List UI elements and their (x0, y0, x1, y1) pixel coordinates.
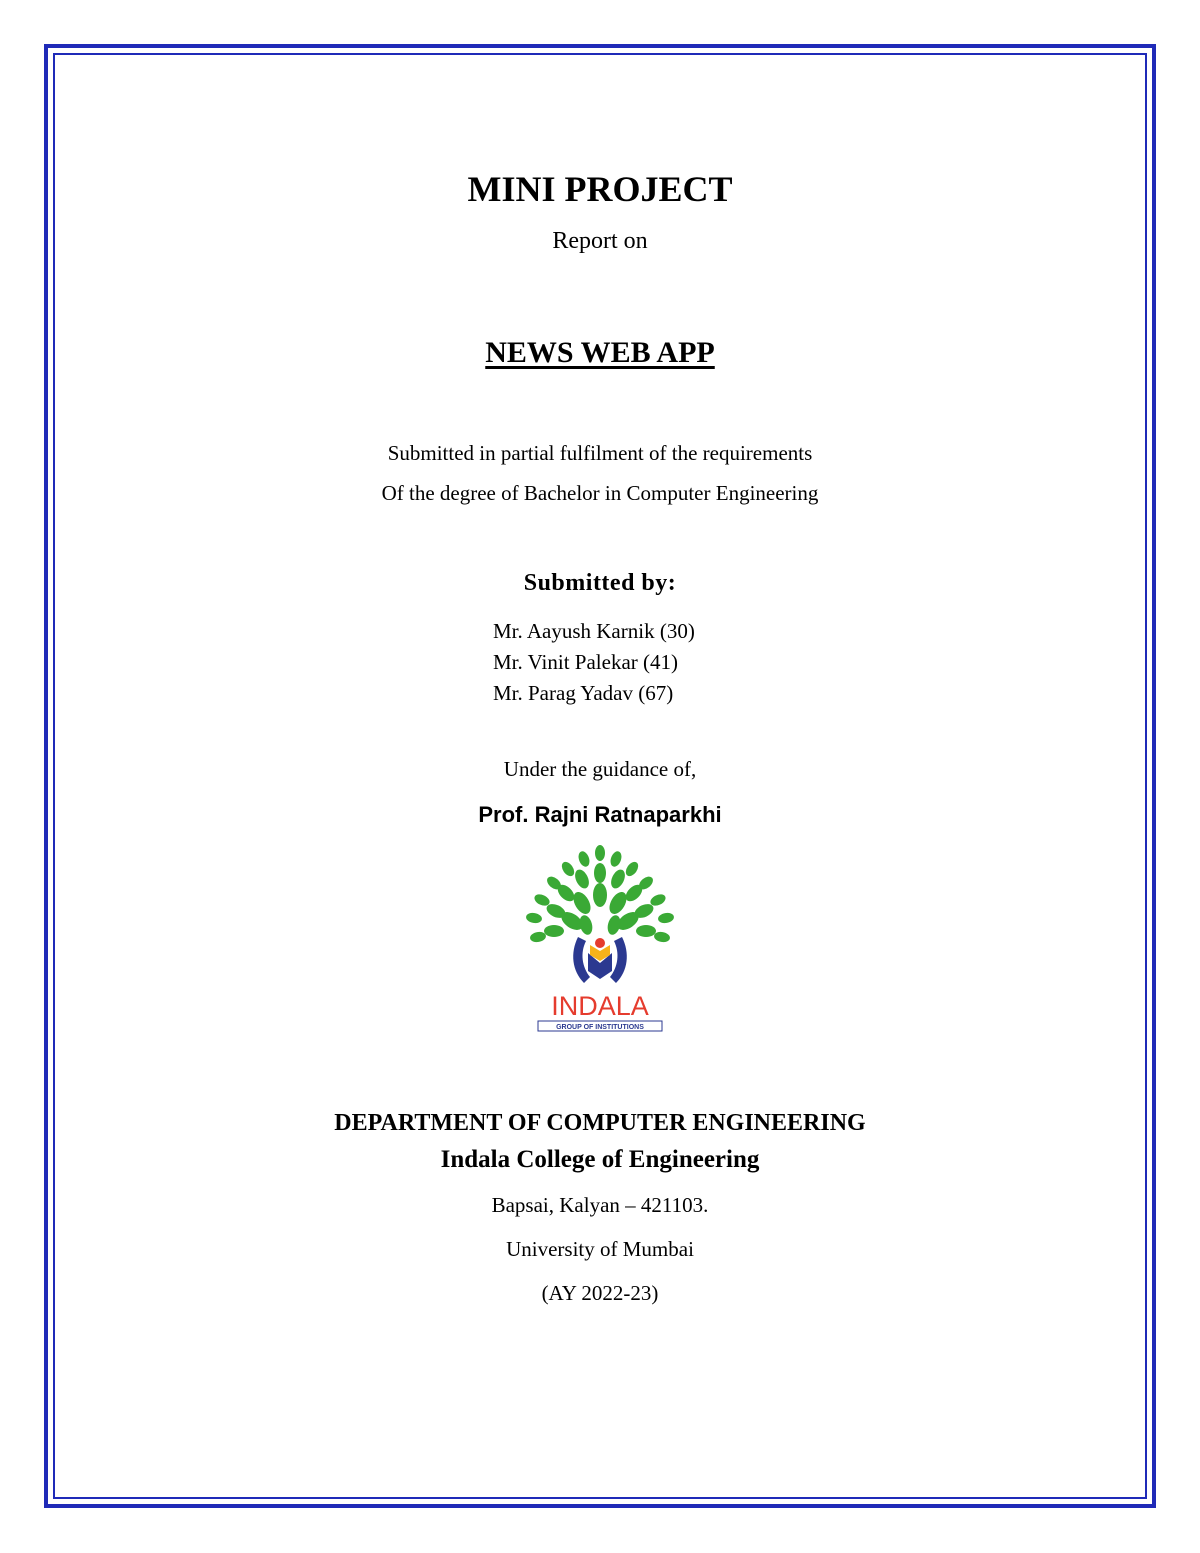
department-name: DEPARTMENT OF COMPUTER ENGINEERING (334, 1110, 866, 1136)
guide-name: Prof. Rajni Ratnaparkhi (478, 802, 722, 827)
project-name: NEWS WEB APP (485, 336, 715, 369)
guidance-label: Under the guidance of, (503, 757, 697, 781)
logo-tagline: GROUP OF INSTITUTIONS (556, 1024, 644, 1031)
member-name: Mr. Parag Yadav (67) (493, 681, 674, 705)
report-title: MINI PROJECT (467, 169, 733, 209)
logo-name: INDALA (551, 991, 649, 1021)
requirement-line-1: Submitted in partial fulfilment of the requirements (387, 441, 813, 465)
college-name: Indala College of Engineering (440, 1146, 760, 1173)
academic-year: (AY 2022-23) (541, 1281, 659, 1305)
university-name: University of Mumbai (506, 1237, 694, 1261)
submitted-by-label: Submitted by: (523, 570, 677, 596)
member-name: Mr. Aayush Karnik (30) (493, 619, 695, 643)
requirement-line-2: Of the degree of Bachelor in Computer Engineering (381, 481, 819, 505)
member-name: Mr. Vinit Palekar (41) (493, 650, 678, 674)
indala-logo-icon (520, 845, 680, 1040)
college-address: Bapsai, Kalyan – 421103. (491, 1193, 709, 1217)
report-subtitle: Report on (552, 228, 648, 254)
